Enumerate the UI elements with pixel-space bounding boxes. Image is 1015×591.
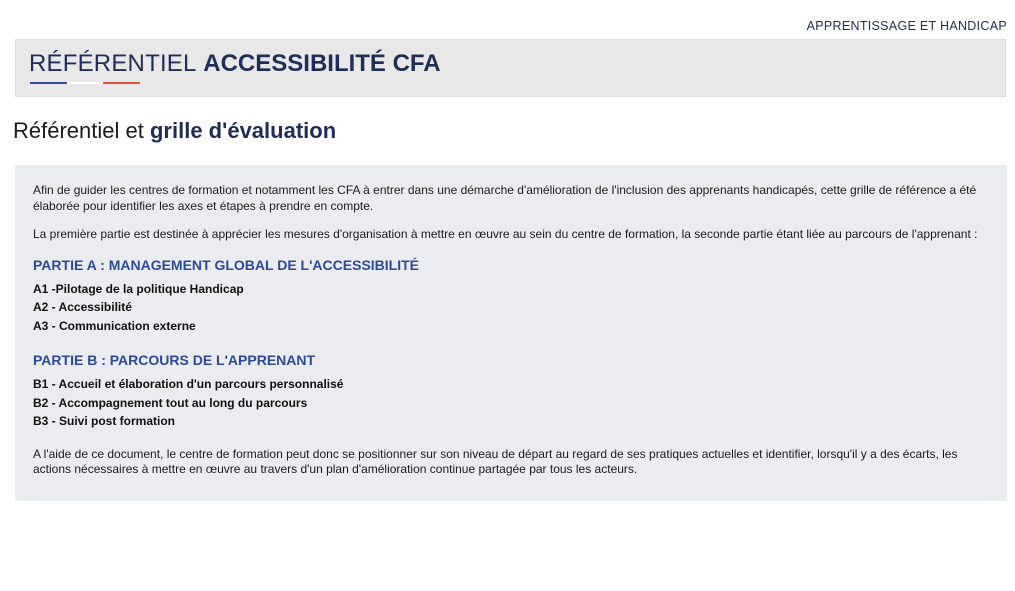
list-item: A3 - Communication externe xyxy=(33,318,196,333)
part-b-title: PARTIE B : PARCOURS DE L'APPRENANT xyxy=(33,352,316,368)
conclusion-paragraph: A l'aide de ce document, le centre de formation peut donc se positionner sur son niveau de départ au regard de ses pratiques actuelles et identifier, lorsqu'il y a des écarts, les actions nécessaires à mettre en œuvre au travers d'un plan d'amélioration continue partagée par tous les acteurs. xyxy=(33,446,958,476)
list-item: B1 - Accueil et élaboration d'un parcours personnalisé xyxy=(33,377,344,391)
content-panel xyxy=(15,165,1007,501)
apprentissage-handicap-link[interactable]: APPRENTISSAGE ET HANDICAP xyxy=(806,19,1007,33)
list-item: B2 - Accompagnement tout au long du parcours xyxy=(33,395,308,410)
list-item: B3 - Suivi post formation xyxy=(33,414,176,428)
part-a-title: PARTIE A : MANAGEMENT GLOBAL DE L'ACCESSIBILITÉ xyxy=(33,256,419,273)
part-b-list xyxy=(33,375,989,431)
part-a-list xyxy=(33,280,989,336)
intro-paragraph: Afin de guider les centres de formation et notamment les CFA à entrer dans une démarche d'amélioration de l'inclusion des apprenants handicapés, cette grille de référence a été élaborée pour identifier les axes et étapes à prendre en compte. xyxy=(33,183,977,213)
site-logo[interactable] xyxy=(29,50,441,78)
page-title-accent: grille d'évaluation xyxy=(149,118,337,143)
page-title-prefix: Référentiel et xyxy=(13,118,144,143)
intro-paragraph: La première partie est destinée à apprécier les mesures d'organisation à mettre en œuvre au sein du centre de formation, la seconde partie étant liée au parcours de l'apprenant : xyxy=(33,227,978,241)
brand-light-text: RÉFÉRENTIEL xyxy=(29,50,197,77)
page-title xyxy=(13,117,336,145)
tricolor-underline xyxy=(30,82,140,84)
list-item: A1 -Pilotage de la politique Handicap xyxy=(33,281,244,296)
list-item: A2 - Accessibilité xyxy=(33,300,132,314)
site-banner xyxy=(15,39,1006,97)
brand-bold-text: ACCESSIBILITÉ CFA xyxy=(203,50,441,77)
